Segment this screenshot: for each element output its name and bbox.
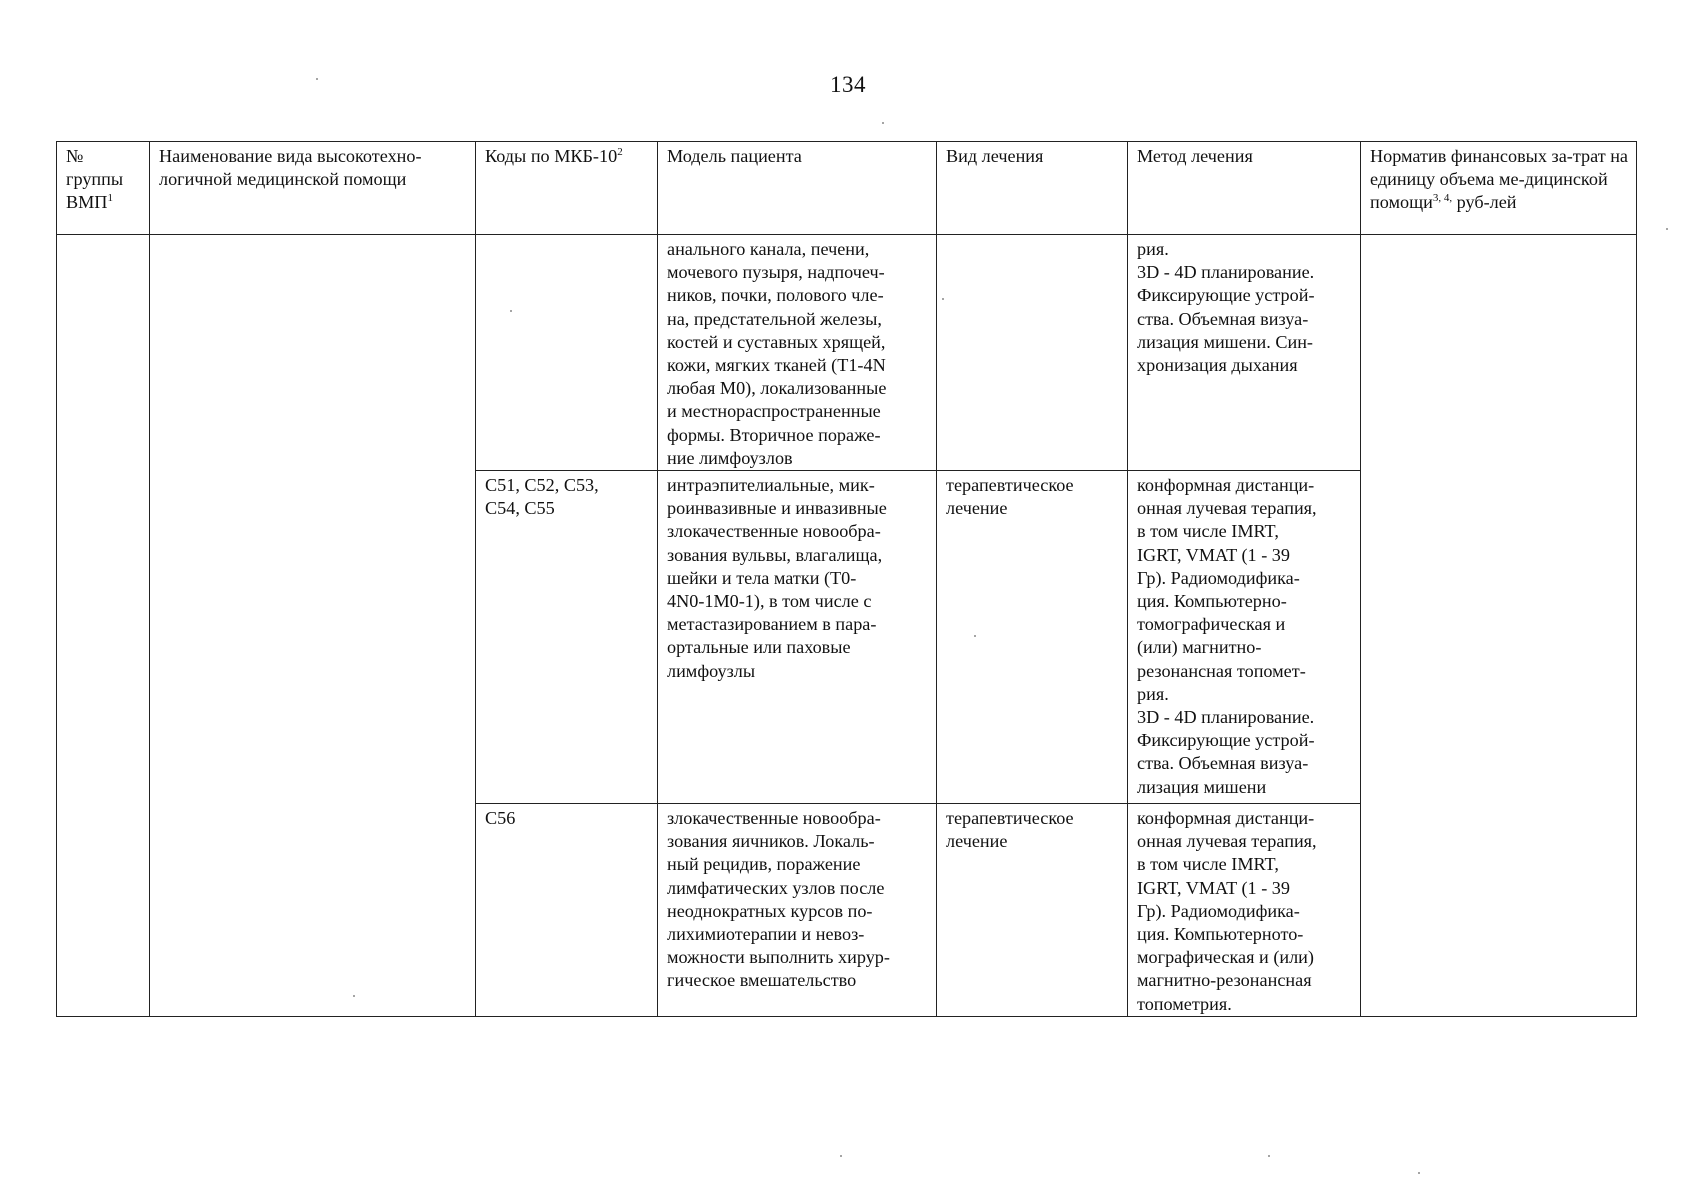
icd-codes-cell: C51, C52, C53, C54, C55	[476, 471, 658, 804]
header-icd-codes-text: Коды по МКБ-10	[485, 146, 618, 166]
scan-speck	[974, 635, 976, 637]
patient-model-cell: интраэпителиальные, мик- роинвазивные и инвазивные злокачественные новообра- зования вульвы, влагалища, шейки и тела матки (T0- 4N0-1M0-1), в том числе с метастазированием в пара- ортальные или паховые лимфоузлы	[658, 471, 937, 804]
header-group-number-text: № группы ВМП	[66, 146, 124, 213]
scan-speck	[353, 995, 355, 997]
header-icd-codes	[476, 142, 658, 235]
cost-norm-cell	[1361, 235, 1637, 1017]
treatment-method-cell: конформная дистанци- онная лучевая терапия, в том числе IMRT, IGRT, VMAT (1 - 39 Гр). Радиомодифика- ция. Компьютерното- мографическая и (или) магнитно-резонансная топометрия.	[1128, 804, 1361, 1017]
scan-speck	[1666, 228, 1668, 230]
footnote-1: 1	[107, 192, 113, 205]
care-name-cell	[150, 235, 476, 1017]
scan-speck	[510, 310, 512, 312]
patient-model-cell: анального канала, печени, мочевого пузыря, надпочеч- ников, почки, полового чле- на, предстательной железы, костей и суставных хрящей, кожи, мягких тканей (T1-4N любая M0), локализованные и местнораспространенные формы. Вторичное пораже- ние лимфоузлов	[658, 235, 937, 471]
header-cost-norm-unit: руб-лей	[1452, 192, 1517, 213]
treatment-type-cell	[937, 235, 1128, 471]
scan-speck	[316, 78, 318, 80]
patient-model-cell: злокачественные новообра- зования яичников. Локаль- ный рецидив, поражение лимфатических узлов после неоднократных курсов по- лихимиотерапии и невоз- можности выполнить хирур- гическое вмешательство	[658, 804, 937, 1017]
treatment-method-cell: конформная дистанци- онная лучевая терапия, в том числе IMRT, IGRT, VMAT (1 - 39 Гр). Радиомодифика- ция. Компьютерно- томографическая и (или) магнитно- резонансная топомет- рия. 3D - 4D планирование. Фиксирующие устрой- ства. Объемная визуа- лизация мишени	[1128, 471, 1361, 804]
treatment-type-cell: терапевтическое лечение	[937, 471, 1128, 804]
header-care-name: Наименование вида высокотехно-логичной медицинской помощи	[150, 142, 476, 235]
medical-care-table	[56, 141, 1637, 1017]
scan-speck	[1418, 1172, 1420, 1174]
page-number: 134	[830, 72, 866, 97]
footnote-3-4: 3, 4,	[1432, 192, 1453, 205]
scan-speck	[840, 1155, 842, 1157]
header-patient-model: Модель пациента	[658, 142, 937, 235]
header-treatment-type: Вид лечения	[937, 142, 1128, 235]
table-row	[57, 235, 1637, 471]
treatment-type-cell: терапевтическое лечение	[937, 804, 1128, 1017]
group-number-cell	[57, 235, 150, 1017]
footnote-2: 2	[617, 145, 623, 158]
table-header-row	[57, 142, 1637, 235]
icd-codes-cell	[476, 235, 658, 471]
header-group-number	[57, 142, 150, 235]
icd-codes-cell: C56	[476, 804, 658, 1017]
scan-speck	[1268, 1155, 1270, 1157]
scan-speck	[942, 298, 944, 300]
header-cost-norm	[1361, 142, 1637, 235]
header-cost-norm-text: Норматив финансовых за-трат на единицу объема ме-дицинской помощи	[1370, 146, 1628, 213]
header-treatment-method: Метод лечения	[1128, 142, 1361, 235]
treatment-method-cell: рия. 3D - 4D планирование. Фиксирующие устрой- ства. Объемная визуа- лизация мишени. Син- хронизация дыхания	[1128, 235, 1361, 471]
scan-speck	[882, 122, 884, 124]
